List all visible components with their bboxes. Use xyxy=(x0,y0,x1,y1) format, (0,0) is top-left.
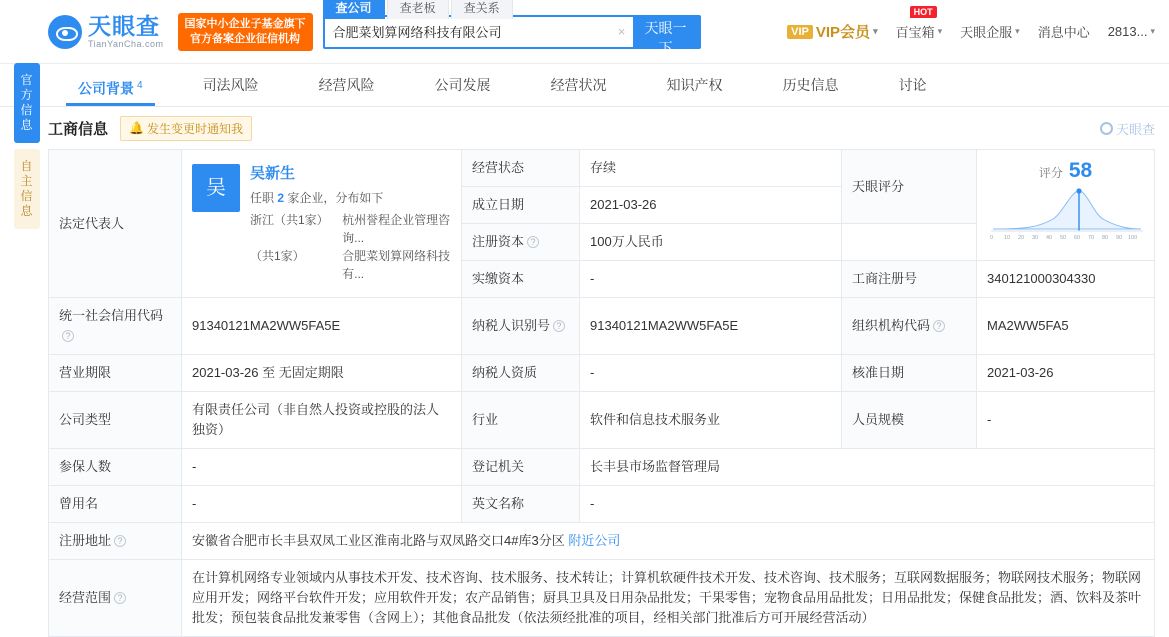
avatar[interactable]: 吴 xyxy=(192,164,240,212)
watermark-text: 天眼查 xyxy=(1115,121,1155,137)
table-row xyxy=(49,486,1155,523)
section-header xyxy=(48,107,1155,149)
staff-size-value: - xyxy=(977,392,1155,449)
search-tab-relation[interactable]: 查关系 xyxy=(451,0,513,19)
search-input[interactable] xyxy=(325,24,611,39)
legal-rep-label: 法定代表人 xyxy=(49,150,182,298)
registered-capital-value: 100万人民币 xyxy=(580,224,842,261)
org-code-label-text: 组织机构代码 xyxy=(852,318,931,333)
insured-count-value: - xyxy=(182,449,462,486)
svg-text:90: 90 xyxy=(1116,235,1123,241)
org-code-value: MA2WW5FA5 xyxy=(977,298,1155,355)
staff-size-label: 人员规模 xyxy=(842,392,977,449)
establish-date-label: 成立日期 xyxy=(462,187,580,224)
legal-rep-cell xyxy=(182,150,462,298)
header-item-messages-label: 消息中心 xyxy=(1037,25,1090,40)
score-value: 58 xyxy=(1068,159,1093,182)
approval-date-value: 2021-03-26 xyxy=(977,355,1155,392)
chevron-down-icon: ▾ xyxy=(1015,26,1020,36)
legal-rep-distribution xyxy=(250,211,451,283)
svg-text:60: 60 xyxy=(1074,235,1081,241)
address-value-cell xyxy=(182,523,1155,560)
duty-prefix: 任职 xyxy=(250,191,275,205)
taxpayer-id-label xyxy=(462,298,580,355)
paid-in-capital-label: 实缴资本 xyxy=(462,261,580,298)
tab-discussion[interactable]: 讨论 xyxy=(898,77,927,93)
rail-official-info[interactable]: 官方信息 xyxy=(14,63,40,143)
search-button[interactable]: 天眼一下 xyxy=(633,17,699,47)
help-icon[interactable]: ? xyxy=(553,320,565,332)
main-content xyxy=(0,107,1169,637)
former-name-label: 曾用名 xyxy=(49,486,182,523)
section-title: 工商信息 xyxy=(48,120,109,138)
svg-text:30: 30 xyxy=(1032,235,1039,241)
establish-date-value: 2021-03-26 xyxy=(580,187,842,224)
legal-rep-name-link[interactable]: 吴新生 xyxy=(250,165,296,182)
paid-in-capital-value: - xyxy=(580,261,842,298)
taxpayer-id-value: 91340121MA2WW5FA5E xyxy=(580,298,842,355)
approval-date-label: 核准日期 xyxy=(842,355,977,392)
tab-history-info[interactable]: 历史信息 xyxy=(782,77,839,93)
badge-line-1: 国家中小企业子基金旗下 xyxy=(184,17,306,30)
business-scope-label-text: 经营范围 xyxy=(59,590,112,605)
registration-number-value: 340121000304330 xyxy=(977,261,1155,298)
nearby-companies-link[interactable]: 附近公司 xyxy=(568,533,621,548)
svg-text:50: 50 xyxy=(1060,235,1067,241)
chevron-down-icon: ▾ xyxy=(937,26,943,36)
official-certification-badge xyxy=(178,13,313,51)
svg-text:0: 0 xyxy=(990,235,994,241)
list-item xyxy=(250,247,451,283)
business-info-table xyxy=(48,149,1155,637)
table-row xyxy=(49,560,1155,637)
svg-text:10: 10 xyxy=(1004,235,1011,241)
score-caption: 评分 xyxy=(1038,166,1063,180)
operating-status-label: 经营状态 xyxy=(462,150,580,187)
duty-count: 2 xyxy=(277,191,285,205)
english-name-value: - xyxy=(580,486,1155,523)
svg-text:70: 70 xyxy=(1088,235,1095,241)
region-2: （共1家） xyxy=(250,249,305,263)
svg-text:100: 100 xyxy=(1128,235,1138,241)
help-icon[interactable]: ? xyxy=(114,535,126,547)
header-right-menu xyxy=(787,7,1169,42)
clear-icon[interactable]: × xyxy=(617,24,626,39)
taxpayer-qualification-label: 纳税人资质 xyxy=(462,355,580,392)
help-icon[interactable]: ? xyxy=(114,592,126,604)
table-row xyxy=(49,523,1155,560)
header-item-toolbox[interactable] xyxy=(895,7,943,41)
table-row xyxy=(49,355,1155,392)
vip-member-link[interactable] xyxy=(787,21,877,42)
badge-line-2: 官方备案企业征信机构 xyxy=(190,32,301,45)
svg-text:20: 20 xyxy=(1018,235,1025,241)
registered-capital-label xyxy=(462,224,580,261)
table-row xyxy=(49,449,1155,486)
credit-code-value: 91340121MA2WW5FA5E xyxy=(182,298,462,355)
help-icon[interactable]: ? xyxy=(527,236,539,248)
header-item-services[interactable] xyxy=(960,22,1020,41)
industry-value: 软件和信息技术服务业 xyxy=(580,392,842,449)
address-label-text: 注册地址 xyxy=(59,533,112,548)
industry-label: 行业 xyxy=(462,392,580,449)
legal-rep-duty-summary xyxy=(250,188,451,208)
search-tab-boss[interactable]: 查老板 xyxy=(387,0,449,19)
header-item-account[interactable] xyxy=(1108,24,1155,39)
score-distribution-chart xyxy=(987,185,1144,249)
tab-operation-status[interactable]: 经营状况 xyxy=(550,77,607,93)
tianyan-score-cell xyxy=(977,150,1155,261)
notify-on-change-button[interactable] xyxy=(120,116,252,141)
chevron-down-icon: ▾ xyxy=(873,26,878,36)
svg-text:80: 80 xyxy=(1102,235,1109,241)
business-scope-value: 在计算机网络专业领域内从事技术开发、技术咨询、技术服务、技术转让；计算机软硬件技术开发、技术咨询、技术服务；互联网数据服务；物联网技术服务；物联网应用开发；网络平台软件开发；应用软件开发；农产品销售；厨具卫具及日用杂品批发；干果零售；宠物食品用品批发；日用品批发；保健食品批发；酒、饮料及茶叶批发；预包装食品批发兼零售（含网上）；其他食品批发（依法须经批准的项目，经相关部门批准后方可开展经营活动） xyxy=(182,560,1155,637)
table-row xyxy=(49,392,1155,449)
main-nav xyxy=(0,63,1169,107)
vip-label: VIP会员 xyxy=(815,24,871,41)
vip-badge: VIP xyxy=(787,25,813,39)
help-icon[interactable]: ? xyxy=(62,330,74,342)
header-item-services-label: 天眼企服 xyxy=(960,25,1013,40)
taxpayer-id-label-text: 纳税人识别号 xyxy=(472,318,551,333)
tab-judicial-risk[interactable]: 司法风险 xyxy=(202,77,259,93)
registration-authority-value: 长丰县市场监督管理局 xyxy=(580,449,1155,486)
hot-badge: HOT xyxy=(910,6,937,18)
credit-code-label xyxy=(49,298,182,355)
logo-title: 天眼查 xyxy=(88,12,160,39)
tab-company-background[interactable] xyxy=(48,64,173,106)
business-term-label: 营业期限 xyxy=(49,355,182,392)
svg-text:40: 40 xyxy=(1046,235,1053,241)
search-area xyxy=(323,0,701,56)
duty-suffix: 家企业，分布如下 xyxy=(287,191,384,205)
company-type-label: 公司类型 xyxy=(49,392,182,449)
business-scope-label xyxy=(49,560,182,637)
search-box xyxy=(323,15,701,56)
tab-operation-risk[interactable]: 经营风险 xyxy=(318,77,375,93)
score-curve-svg xyxy=(987,185,1147,243)
chevron-down-icon: ▾ xyxy=(1150,26,1155,36)
registration-authority-label: 登记机关 xyxy=(462,449,580,486)
region-1: 浙江（共1家） xyxy=(250,213,329,227)
tab-company-background-count: 4 xyxy=(137,80,143,91)
former-name-value: - xyxy=(182,486,462,523)
org-code-label xyxy=(842,298,977,355)
table-row xyxy=(49,298,1155,355)
list-item xyxy=(250,211,451,247)
credit-code-label-text: 统一社会信用代码 xyxy=(59,308,164,323)
company-2[interactable]: 合肥菜划算网络科技有... xyxy=(342,249,451,281)
company-type-value: 有限责任公司（非自然人投资或控股的法人独资） xyxy=(182,392,462,449)
notify-label: 发生变更时通知我 xyxy=(146,121,243,136)
company-1[interactable]: 杭州誉程企业管理咨询... xyxy=(342,213,451,245)
watermark-eye-icon xyxy=(1100,122,1113,135)
help-icon[interactable]: ? xyxy=(933,320,945,332)
registered-capital-label-text: 注册资本 xyxy=(472,234,525,249)
address-value: 安徽省合肥市长丰县双凤工业区淮南北路与双凤路交口4#库3分区 xyxy=(192,533,565,548)
rail-self-info[interactable]: 自主信息 xyxy=(14,149,40,229)
page-header xyxy=(0,0,1169,63)
taxpayer-qualification-value: - xyxy=(580,355,842,392)
tab-intellectual-property[interactable]: 知识产权 xyxy=(666,77,723,93)
logo-eye-icon xyxy=(48,15,82,49)
bell-icon: 🔔 xyxy=(129,121,144,135)
logo-subtitle: TianYanCha.com xyxy=(88,38,164,49)
table-row xyxy=(49,150,1155,187)
tab-company-background-label: 公司背景 xyxy=(78,80,134,97)
address-label xyxy=(49,523,182,560)
search-tabs xyxy=(323,0,515,19)
score-caption-row xyxy=(987,161,1144,183)
header-item-account-label: 2813... xyxy=(1107,24,1148,39)
site-logo[interactable] xyxy=(48,12,164,49)
header-item-toolbox-label: 百宝箱 xyxy=(895,25,935,40)
business-term-value: 2021-03-26 至 无固定期限 xyxy=(182,355,462,392)
header-item-messages[interactable] xyxy=(1038,22,1090,41)
watermark-logo xyxy=(1100,119,1155,138)
tab-company-development[interactable]: 公司发展 xyxy=(434,77,491,93)
search-tab-company[interactable]: 查公司 xyxy=(323,0,385,19)
tianyan-score-label: 天眼评分 xyxy=(842,150,977,224)
operating-status-value: 存续 xyxy=(580,150,842,187)
registration-number-label: 工商注册号 xyxy=(842,261,977,298)
insured-count-label: 参保人数 xyxy=(49,449,182,486)
english-name-label: 英文名称 xyxy=(462,486,580,523)
